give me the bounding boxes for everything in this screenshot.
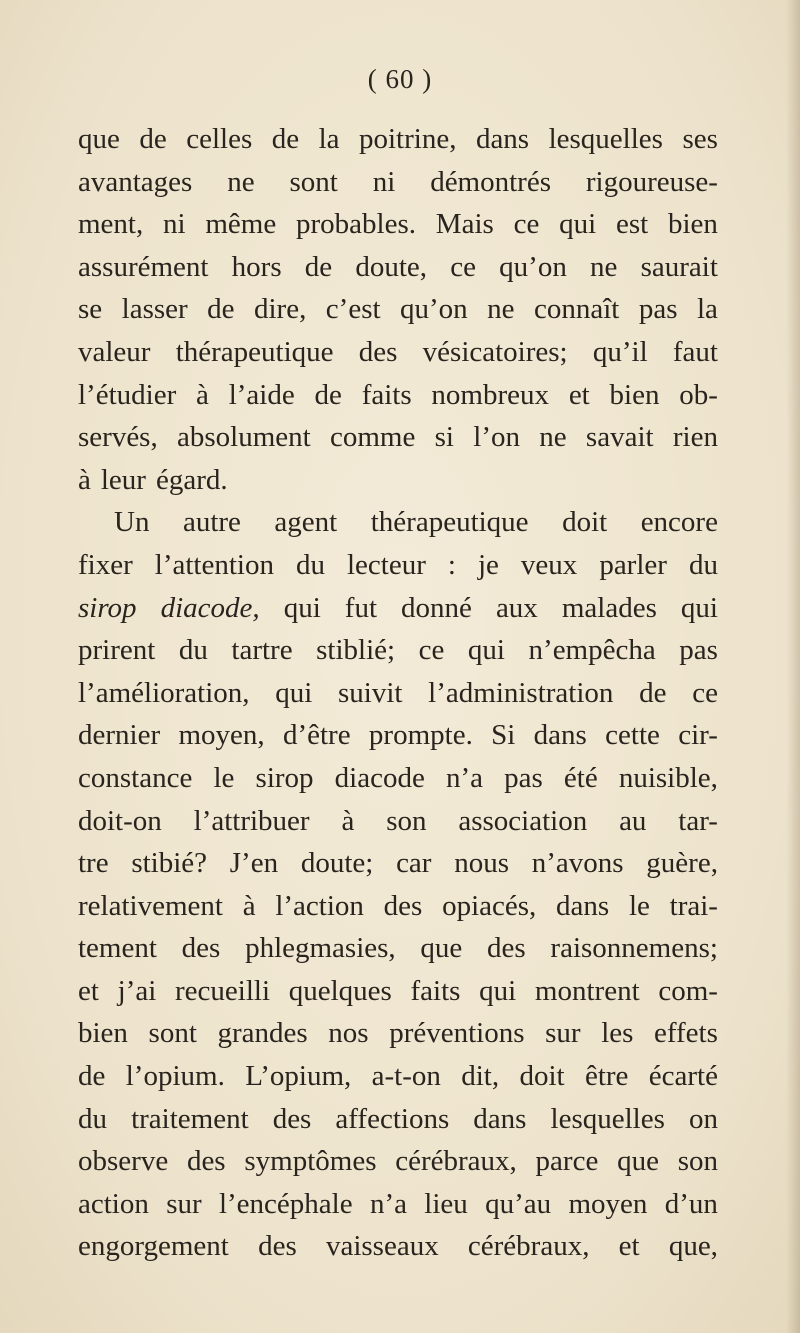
word: bien [609, 378, 660, 411]
word: stibié? [131, 847, 208, 880]
word: la [696, 293, 718, 326]
word: cette [605, 719, 660, 752]
word: valeur [78, 335, 151, 368]
text-line [78, 246, 718, 289]
word: d’être [282, 719, 351, 752]
word: pas [504, 761, 543, 794]
word: n’a [445, 761, 483, 794]
word: dit, [461, 1060, 500, 1093]
word: j’ai [117, 974, 157, 1007]
word: l’attention [154, 548, 274, 581]
word: ce [450, 250, 476, 283]
word: a-t-on [371, 1060, 441, 1093]
word: l’opium. [125, 1060, 225, 1093]
word: phlegmasies, [245, 932, 396, 965]
text-line [78, 203, 718, 246]
word: tartre [231, 634, 293, 667]
word: sur [545, 1017, 581, 1050]
word: des [181, 932, 221, 965]
word: faits [361, 378, 412, 411]
word: vésicatoires; [422, 335, 568, 368]
text-line [78, 161, 718, 204]
text-line [78, 714, 718, 757]
word: action [78, 1187, 149, 1220]
text-line [78, 501, 718, 544]
word: de [78, 1060, 106, 1093]
word: l’aide [228, 378, 295, 411]
word: diacode [334, 761, 425, 794]
word: observe [78, 1145, 169, 1178]
text-line [78, 1140, 718, 1183]
word: au [619, 804, 647, 837]
word: à [78, 463, 91, 496]
word: l’encéphale [218, 1187, 353, 1220]
word: affections [335, 1102, 450, 1135]
word: engorgement [78, 1230, 229, 1263]
word: ni [372, 165, 396, 198]
word: aux [495, 591, 538, 624]
text-line [78, 842, 718, 885]
word: recueilli [175, 974, 271, 1007]
word: traitement [131, 1102, 249, 1135]
word: ne [487, 293, 515, 326]
text-line [78, 416, 718, 459]
word: son [386, 804, 427, 837]
word: nombreux [431, 378, 550, 411]
word: égard. [155, 463, 228, 496]
word: que [420, 932, 463, 965]
word: qui [275, 676, 313, 709]
word: sont [289, 165, 338, 198]
word: son [677, 1145, 718, 1178]
word: bien [78, 1017, 128, 1050]
word: qui [559, 208, 597, 241]
word: n’a [369, 1187, 407, 1220]
word: que, [668, 1230, 718, 1263]
text-line [78, 757, 718, 800]
word: dans [533, 719, 587, 752]
word: doute; [300, 847, 374, 880]
page-number: ( 60 ) [367, 64, 433, 94]
word: probables. [296, 208, 417, 241]
word: raisonnemens; [550, 932, 718, 965]
word: pas [638, 293, 678, 326]
word: rigoureuse- [585, 165, 718, 198]
word: servés, [78, 421, 158, 454]
word: montrent [534, 974, 640, 1007]
word: démontrés [430, 165, 551, 198]
word: leur [100, 463, 146, 496]
word: l’étudier [78, 378, 177, 411]
word: agent [274, 506, 338, 539]
text-line [78, 587, 718, 630]
word: les [601, 1017, 634, 1050]
word: autre [182, 506, 241, 539]
word: du [78, 1102, 107, 1135]
word: à [242, 889, 256, 922]
word: dans [475, 123, 530, 155]
word: de [304, 250, 333, 283]
word: le [213, 761, 235, 794]
text-line [78, 1012, 718, 1055]
word: cir- [678, 719, 718, 752]
text-line [78, 1098, 718, 1141]
word: celles [186, 123, 253, 155]
word: n’empêcha [528, 634, 656, 667]
word: ne [590, 250, 618, 283]
word: si [434, 421, 454, 454]
word: connaît [534, 293, 620, 326]
word: relativement [78, 889, 223, 922]
word: constance [78, 761, 193, 794]
word: qui [680, 591, 718, 624]
word: suivit [338, 676, 403, 709]
word: des [258, 1230, 297, 1263]
word: fut [344, 591, 377, 624]
word: savait [585, 421, 654, 454]
word: Mais [435, 208, 494, 241]
word: ment, [78, 208, 144, 241]
word: doit [562, 506, 608, 539]
word: ses [682, 123, 718, 155]
word: ne [227, 165, 255, 198]
word: et [618, 1230, 640, 1263]
word: se [78, 293, 103, 326]
word: qui [283, 591, 321, 624]
word: car [396, 847, 432, 880]
word: ni [163, 208, 186, 241]
word: J’en [229, 847, 279, 880]
word: prompte. [368, 719, 473, 752]
word: avantages [78, 165, 193, 198]
word: préventions [389, 1017, 525, 1050]
word: tement [78, 932, 157, 965]
word: de [271, 123, 300, 155]
text-line [78, 544, 718, 587]
word: c’est [325, 293, 381, 326]
word: à [196, 378, 209, 411]
word: thérapeutique [370, 506, 529, 539]
word: opiacés, [442, 889, 537, 922]
word: ob- [679, 378, 718, 411]
word: des [383, 889, 423, 922]
word: guère, [646, 847, 718, 880]
word: tre [78, 847, 109, 880]
word: qu’il [592, 335, 648, 368]
word: des [487, 932, 526, 965]
word: quelques [288, 974, 392, 1007]
word: que [78, 123, 120, 155]
word: grandes [217, 1017, 308, 1050]
word: donné [401, 591, 472, 624]
word: à [341, 804, 355, 837]
word: ce [692, 676, 718, 709]
word: lecteur [346, 548, 426, 581]
text-line [78, 288, 718, 331]
word: des [358, 335, 398, 368]
text-line [78, 1225, 718, 1268]
text-line [78, 885, 718, 928]
word: prirent [78, 634, 156, 667]
word: de [639, 676, 667, 709]
word: absolument [177, 421, 311, 454]
word: nos [328, 1017, 369, 1050]
word: parler [599, 548, 667, 581]
text-line [78, 331, 718, 374]
word: dans [556, 889, 610, 922]
text-line [78, 374, 718, 417]
word: l’administration [428, 676, 614, 709]
word: ce [418, 634, 445, 667]
word: encore [640, 506, 718, 539]
word: de [314, 378, 342, 411]
word: l’action [275, 889, 364, 922]
word: qui [479, 974, 517, 1007]
word: de [207, 293, 235, 326]
word: cérébraux, [467, 1230, 590, 1263]
word: été [563, 761, 598, 794]
word: thérapeutique [175, 335, 334, 368]
word: des [272, 1102, 312, 1135]
word: sirop [78, 591, 137, 624]
word: lieu [424, 1187, 468, 1220]
word: : [447, 548, 456, 581]
word: tar- [678, 804, 718, 837]
word: sont [148, 1017, 197, 1050]
word: com- [658, 974, 718, 1007]
word: trai- [669, 889, 718, 922]
word: comme [330, 421, 416, 454]
word: veux [520, 548, 578, 581]
text-line [78, 800, 718, 843]
word: qu’on [400, 293, 468, 326]
word: qu’au [485, 1187, 552, 1220]
word: est [615, 208, 649, 241]
word: la [318, 123, 340, 155]
word: et [78, 974, 99, 1007]
word: assurément [78, 250, 209, 283]
word: ce [513, 208, 540, 241]
word: du [178, 634, 208, 667]
word: du [688, 548, 718, 581]
word: être [584, 1060, 629, 1093]
word: nuisible, [618, 761, 718, 794]
word: du [295, 548, 325, 581]
word: et [568, 378, 590, 411]
word: effets [654, 1017, 718, 1050]
word: faits [410, 974, 461, 1007]
word: sirop [255, 761, 314, 794]
text-line [78, 1183, 718, 1226]
word: écarté [648, 1060, 718, 1093]
word: n’avons [531, 847, 624, 880]
word: l’on [473, 421, 520, 454]
word: d’un [664, 1187, 718, 1220]
word: que [617, 1145, 659, 1178]
word: qu’on [499, 250, 567, 283]
word: lasser [121, 293, 188, 326]
text-line [78, 970, 718, 1013]
word: association [458, 804, 588, 837]
word: Si [491, 719, 516, 752]
word: l’amélioration, [78, 676, 250, 709]
word: dernier [78, 719, 161, 752]
body-text [78, 118, 718, 1268]
word: fixer [78, 548, 133, 581]
word: doit-on [78, 804, 162, 837]
text-line [78, 118, 718, 161]
word: de [139, 123, 167, 155]
word: Un [114, 506, 150, 539]
text-line [78, 1055, 718, 1098]
word: moyen [568, 1187, 648, 1220]
word: parce [535, 1145, 599, 1178]
word: moyen, [178, 719, 265, 752]
word: lesquelles [548, 123, 663, 155]
word: vaisseaux [325, 1230, 439, 1263]
word: saurait [640, 250, 718, 283]
word: le [628, 889, 650, 922]
word: malades [561, 591, 657, 624]
word: sur [166, 1187, 202, 1220]
word: doute, [355, 250, 428, 283]
text-line [78, 672, 718, 715]
word: lesquelles [550, 1102, 665, 1135]
word: rien [672, 421, 718, 454]
word: faut [672, 335, 718, 368]
word: bien [667, 208, 718, 241]
word: poitrine, [359, 123, 457, 155]
word: l’attribuer [193, 804, 310, 837]
word: ne [539, 421, 567, 454]
word: cérébraux, [395, 1145, 517, 1178]
text-line [78, 927, 718, 970]
word: diacode, [160, 591, 260, 624]
word: on [688, 1102, 718, 1135]
page-edge-shadow [786, 0, 800, 1333]
word: nous [454, 847, 509, 880]
word: L’opium, [245, 1060, 352, 1093]
word: hors [231, 250, 282, 283]
word: des [186, 1145, 226, 1178]
word: même [205, 208, 277, 241]
text-line [78, 459, 718, 502]
word: dans [473, 1102, 527, 1135]
word: doit [519, 1060, 565, 1093]
word: pas [679, 634, 718, 667]
word: stiblié; [316, 634, 396, 667]
word: je [477, 548, 499, 581]
word: symptômes [244, 1145, 377, 1178]
word: dire, [253, 293, 307, 326]
text-line [78, 629, 718, 672]
word: qui [467, 634, 505, 667]
